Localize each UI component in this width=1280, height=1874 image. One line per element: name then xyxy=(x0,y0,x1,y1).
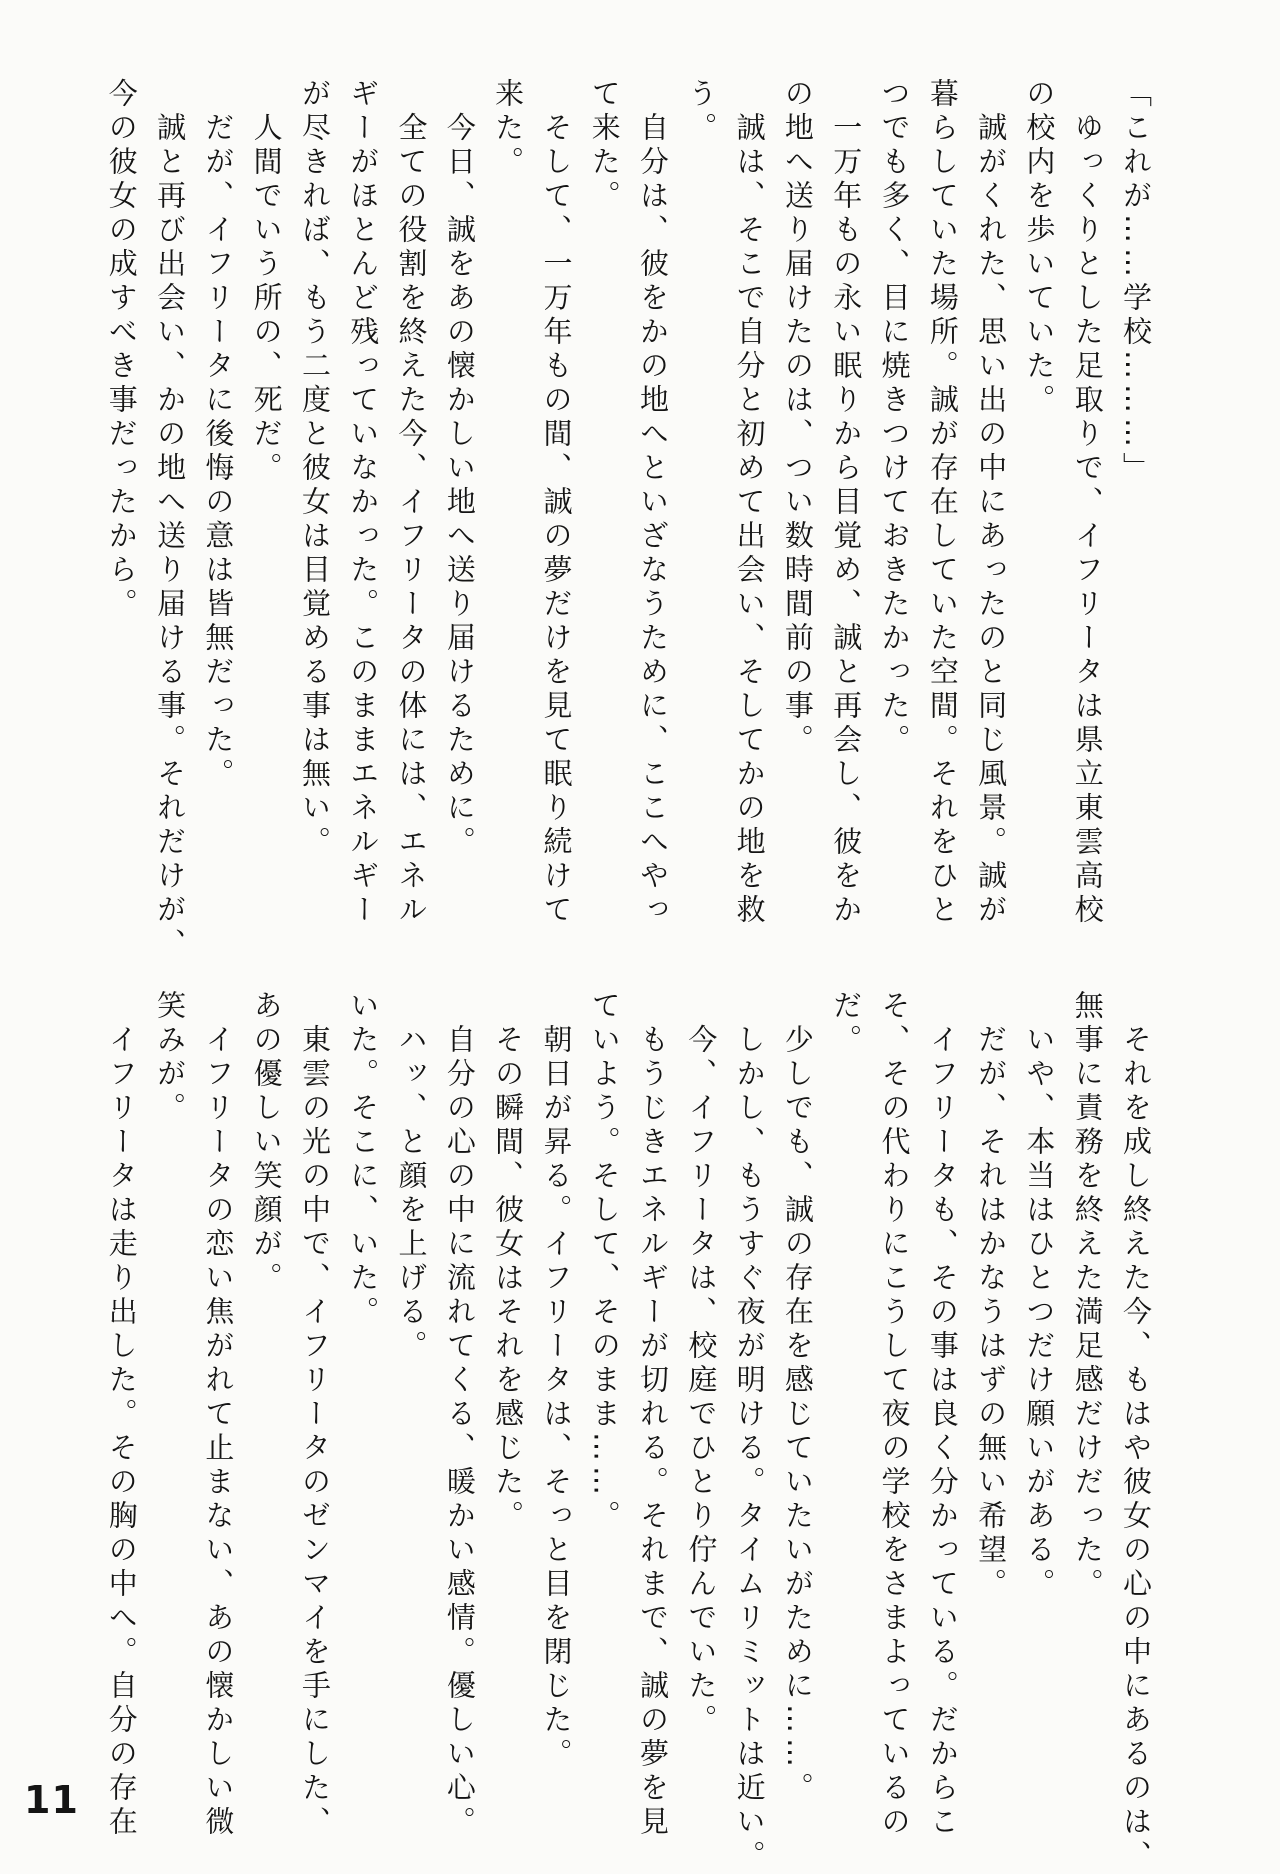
text-line: 誠と再び出会い、かの地へ送り届ける事。それだけが、 xyxy=(153,78,188,962)
text-line: 来た。 xyxy=(491,78,526,180)
text-block-upper xyxy=(104,78,1160,962)
text-line: 人間でいう所の、死だ。 xyxy=(249,78,284,486)
text-line: 一万年もの永い眠りから目覚め、誠と再会し、彼をか xyxy=(829,78,864,928)
page-number: 11 xyxy=(24,1778,79,1822)
text-line: いた。そこに、いた。 xyxy=(346,990,381,1330)
text-line: 暮らしていた場所。誠が存在していた空間。それをひと xyxy=(925,78,960,928)
text-line: う。 xyxy=(684,78,719,146)
text-line: 誠は、そこで自分と初めて出会い、そしてかの地を救 xyxy=(732,78,767,928)
text-line: その瞬間、彼女はそれを感じた。 xyxy=(491,990,526,1534)
text-line: イフリータは走り出した。その胸の中へ。自分の存在 xyxy=(104,990,139,1840)
text-line: それを成し終えた今、もはや彼女の心の中にあるのは、 xyxy=(1119,990,1153,1874)
text-line: が尽きれば、もう二度と彼女は目覚める事は無い。 xyxy=(297,78,332,860)
text-line: の校内を歩いていた。 xyxy=(1022,78,1057,418)
text-line: しかし、もうすぐ夜が明ける。タイムリミットは近い。 xyxy=(732,990,767,1874)
text-line: 東雲の光の中で、イフリータのゼンマイを手にした、 xyxy=(297,990,332,1840)
text-line: あの優しい笑顔が。 xyxy=(249,990,284,1296)
text-line: だが、イフリータに後悔の意は皆無だった。 xyxy=(201,78,236,792)
text-line: もうじきエネルギーが切れる。それまで、誠の夢を見 xyxy=(636,990,671,1840)
text-line: 笑みが。 xyxy=(153,990,188,1126)
text-block-lower xyxy=(104,990,1160,1874)
text-line: 無事に責務を終えた満足感だけだった。 xyxy=(1070,990,1105,1602)
text-line: いや、本当はひとつだけ願いがある。 xyxy=(1022,990,1057,1602)
text-line: だ。 xyxy=(829,990,864,1058)
text-line: 今日、誠をあの懐かしい地へ送り届けるために。 xyxy=(442,78,477,860)
text-line: ゆっくりとした足取りで、イフリータは県立東雲高校 xyxy=(1070,78,1105,928)
text-line: だが、それはかなうはずの無い希望。 xyxy=(974,990,1009,1602)
text-line: そ、その代わりにこうして夜の学校をさまよっているの xyxy=(877,990,912,1840)
text-line: ギーがほとんど残っていなかった。このままエネルギー xyxy=(346,78,381,928)
text-line: イフリータも、その事は良く分かっている。だからこ xyxy=(925,990,960,1840)
text-line: ハッ、と顔を上げる。 xyxy=(394,990,429,1364)
text-line: 自分の心の中に流れてくる、暖かい感情。優しい心。 xyxy=(442,990,477,1840)
text-line: 自分は、彼をかの地へといざなうために、ここへやっ xyxy=(636,78,671,928)
text-line: 全ての役割を終えた今、イフリータの体には、エネル xyxy=(394,78,429,928)
text-line: 「これが……学校………」 xyxy=(1119,78,1153,486)
text-line: の地へ送り届けたのは、つい数時間前の事。 xyxy=(780,78,815,758)
text-line: 今、イフリータは、校庭でひとり佇んでいた。 xyxy=(684,990,719,1738)
text-line: 朝日が昇る。イフリータは、そっと目を閉じた。 xyxy=(539,990,574,1772)
text-line: 少しでも、誠の存在を感じていたいがために……。 xyxy=(780,990,815,1806)
text-line: つでも多く、目に焼きつけておきたかった。 xyxy=(877,78,912,758)
text-line: イフリータの恋い焦がれて止まない、あの懐かしい微 xyxy=(201,990,236,1840)
text-line: 誠がくれた、思い出の中にあったのと同じ風景。誠が xyxy=(974,78,1009,928)
text-line: ていよう。そして、そのまま……。 xyxy=(587,990,622,1534)
text-line: て来た。 xyxy=(587,78,622,214)
text-line: 今の彼女の成すべき事だったから。 xyxy=(104,78,139,622)
text-line: そして、一万年もの間、誠の夢だけを見て眠り続けて xyxy=(539,78,574,928)
